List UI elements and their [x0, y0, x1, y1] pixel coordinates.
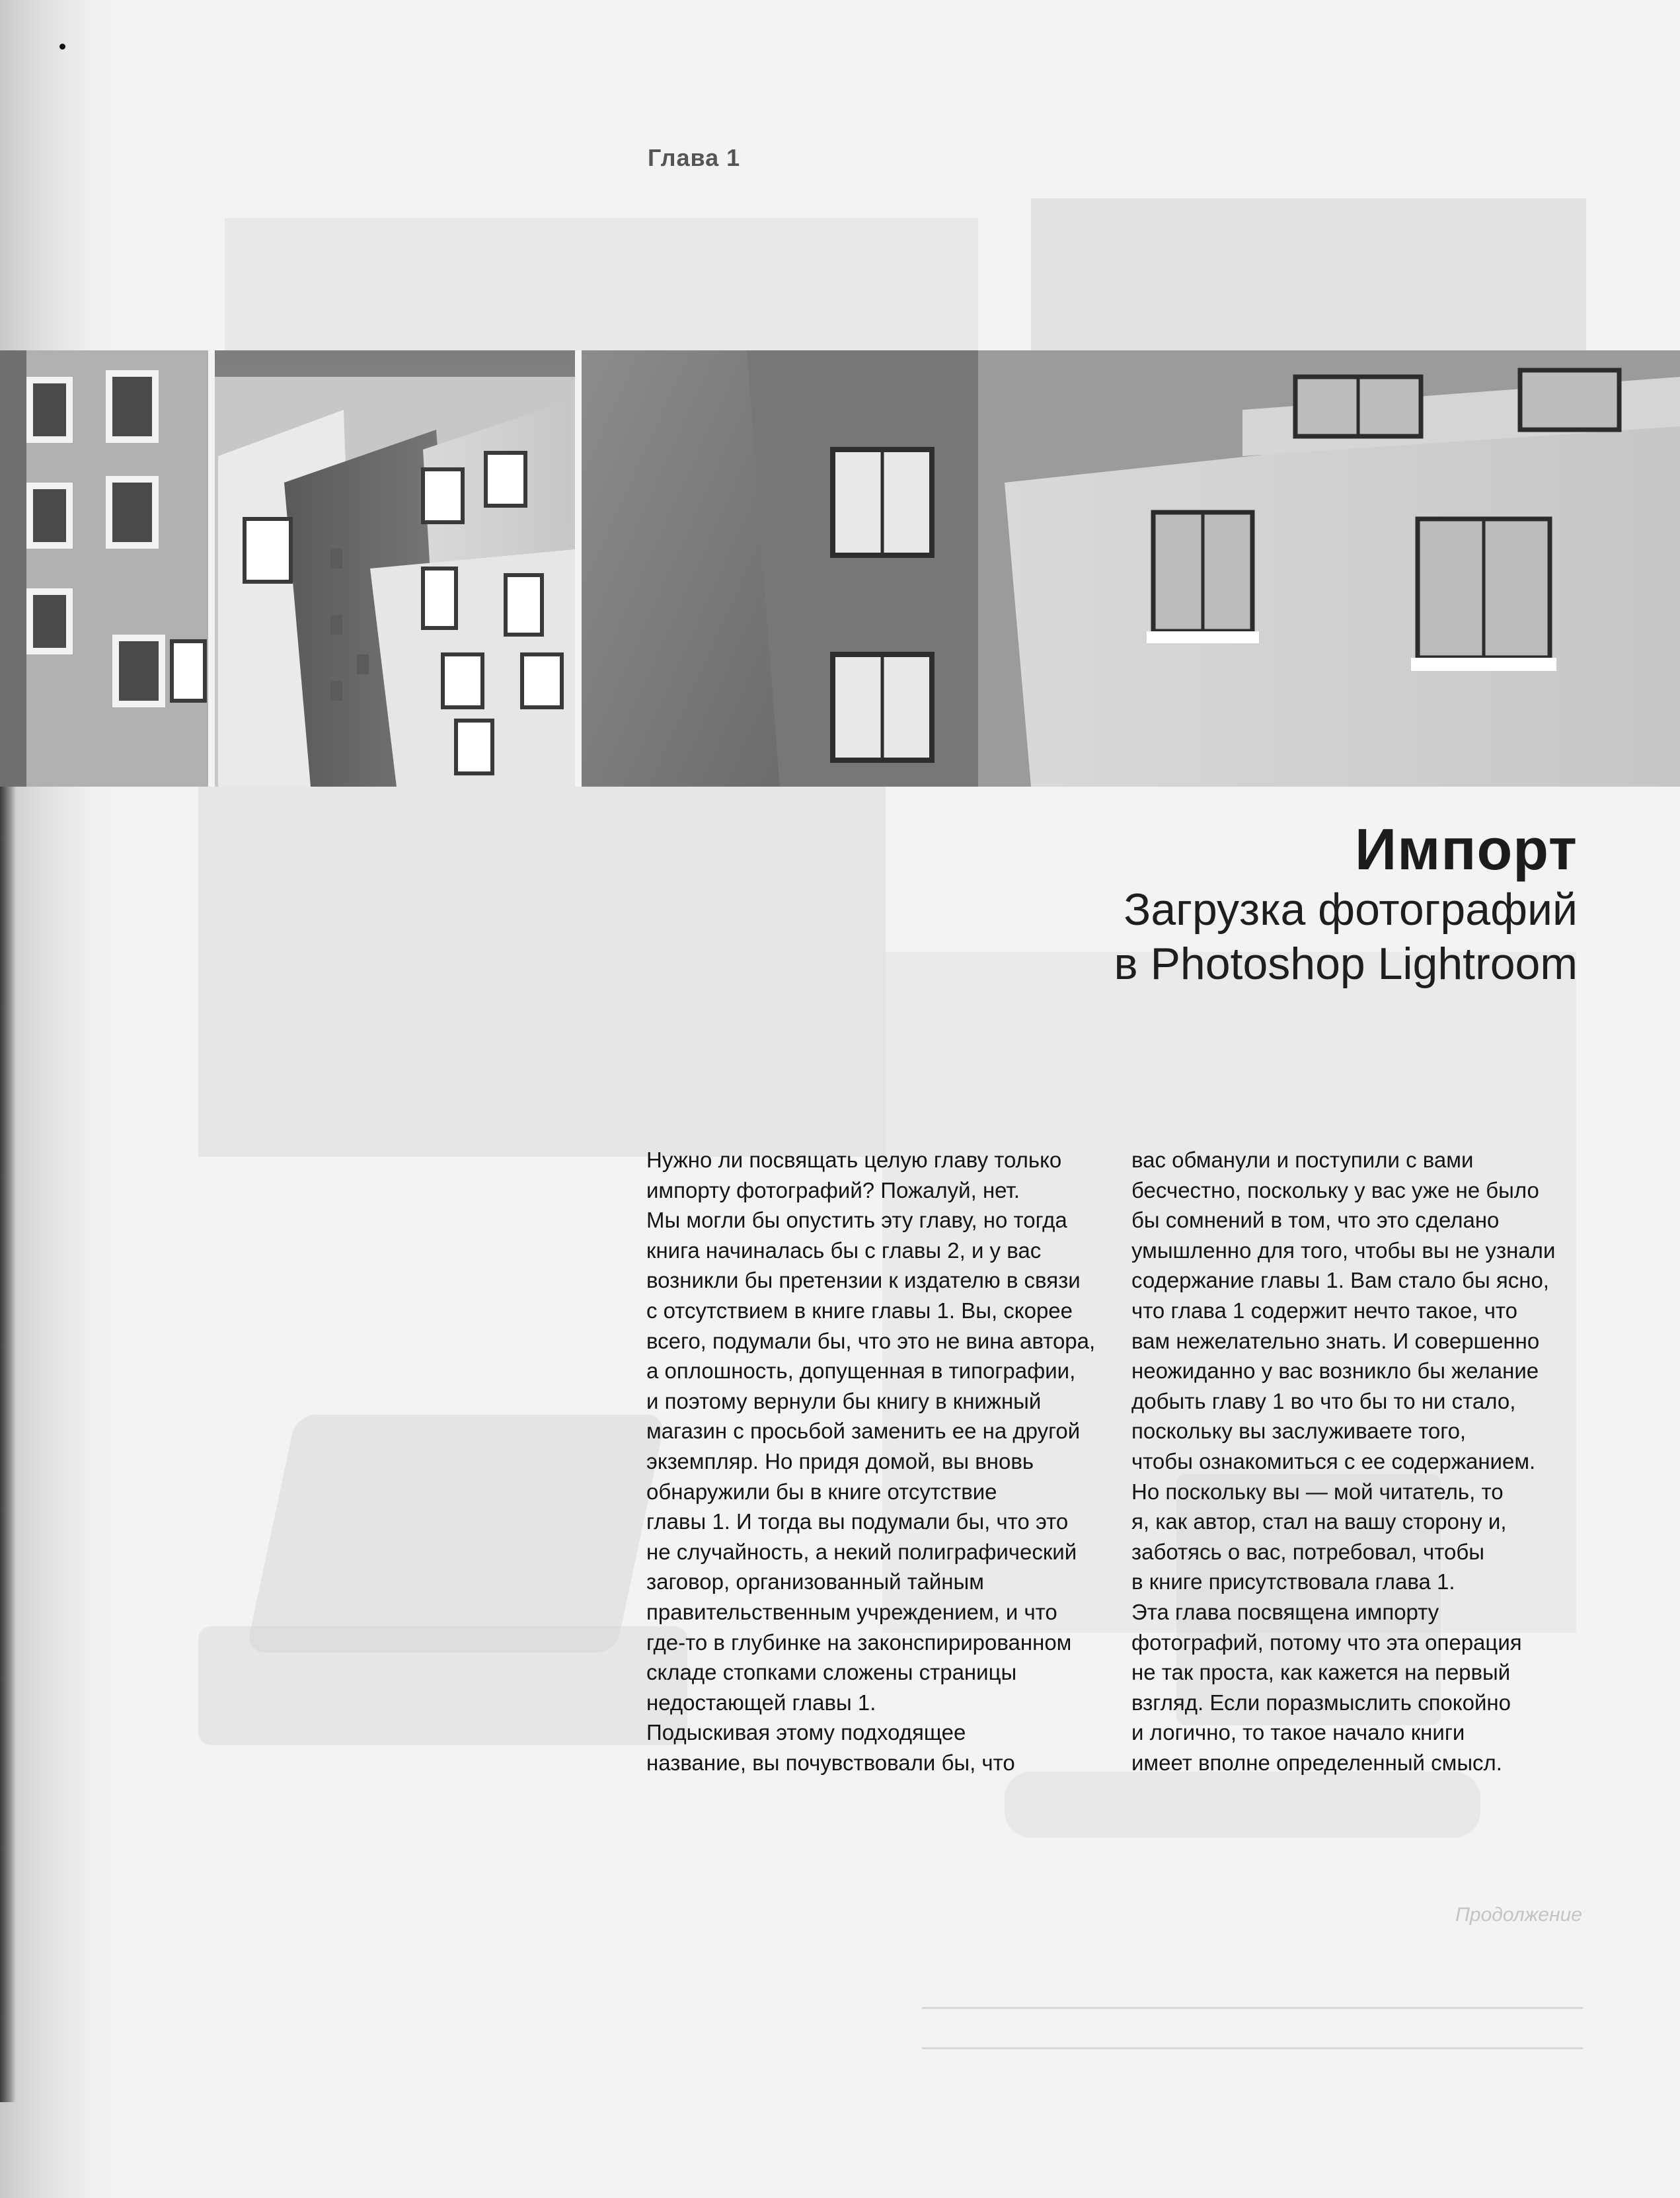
- body-column-right: [1131, 1145, 1594, 1778]
- body-column-left: [646, 1145, 1109, 1778]
- bleed-laptop-base: [198, 1626, 687, 1745]
- body-text-right: вас обманули и поступили с вами бесчестно, поскольку у вас уже не было бы сомнений в том, что это сделано умышленно для того, чтобы вы не узнали содержание главы 1. Вам стало бы ясно, что глава 1 содержит нечто такое, что вам нежелательно знать. И совершенно неожиданно у вас возникло бы желание добыть главу 1 во что бы то ни стало, поскольку вы заслуживаете того, чтобы ознакомиться с ее содержанием. Но поскольку вы — мой читатель, то я, как автор, стал на вашу сторону и, заботясь о вас, потребовал, чтобы в книге присутствовала глава 1. Эта глава посвящена импорту фотографий, потому что эта операция не так проста, как кажется на первый взгляд. Если поразмыслить спокойно и логично, то такое начало книги имеет вполне определенный смысл.: [1131, 1148, 1556, 1775]
- page-binding-edge: [0, 780, 16, 2102]
- bleed-footer-bar: [922, 2007, 1583, 2049]
- bleed-text-block-top: [225, 218, 978, 350]
- chapter-subtitle-line-1: Загрузка фотографий: [1124, 884, 1578, 935]
- bleed-text-block-left: [198, 787, 886, 1157]
- building-photo: [0, 350, 1680, 787]
- chapter-title: Импорт: [1355, 816, 1578, 882]
- page-binding-shadow: [0, 0, 126, 2198]
- body-text-left: Нужно ли посвящать целую главу только импорту фотографий? Пожалуй, нет. Мы могли бы опустить эту главу, но тогда книга начиналась бы с главы 2, и у вас возникли бы претензии к издателю в связи с отсутствием в книге главы 1. Вы, скорее всего, подумали бы, что это не вина автора, а оплошность, допущенная в типографии, и поэтому вернули бы книгу в книжный магазин с просьбой заменить ее на другой экземпляр. Но придя домой, вы вновь обнаружили бы в книге отсутствие главы 1. И тогда вы подумали бы, что это не случайность, а некий полиграфический заговор, организованный тайным правительственным учреждением, и что где-то в глубинке на законспирированном складе стопками сложены страницы недостающей главы 1. Подыскивая этому подходящее название, вы почувствовали бы, что: [646, 1148, 1096, 1775]
- bleed-heading-block: [1031, 198, 1586, 370]
- chapter-label: Глава 1: [648, 144, 741, 171]
- continued-label: Продолжение: [1455, 1904, 1582, 1926]
- scan-speck: [59, 44, 65, 50]
- building-photo-banner: [0, 350, 1680, 787]
- bleed-monitor-stand: [1005, 1772, 1480, 1838]
- chapter-title-block: [1114, 816, 1578, 991]
- bleed-laptop-shape: [246, 1415, 667, 1653]
- chapter-subtitle-line-2: в Photoshop Lightroom: [1114, 939, 1578, 989]
